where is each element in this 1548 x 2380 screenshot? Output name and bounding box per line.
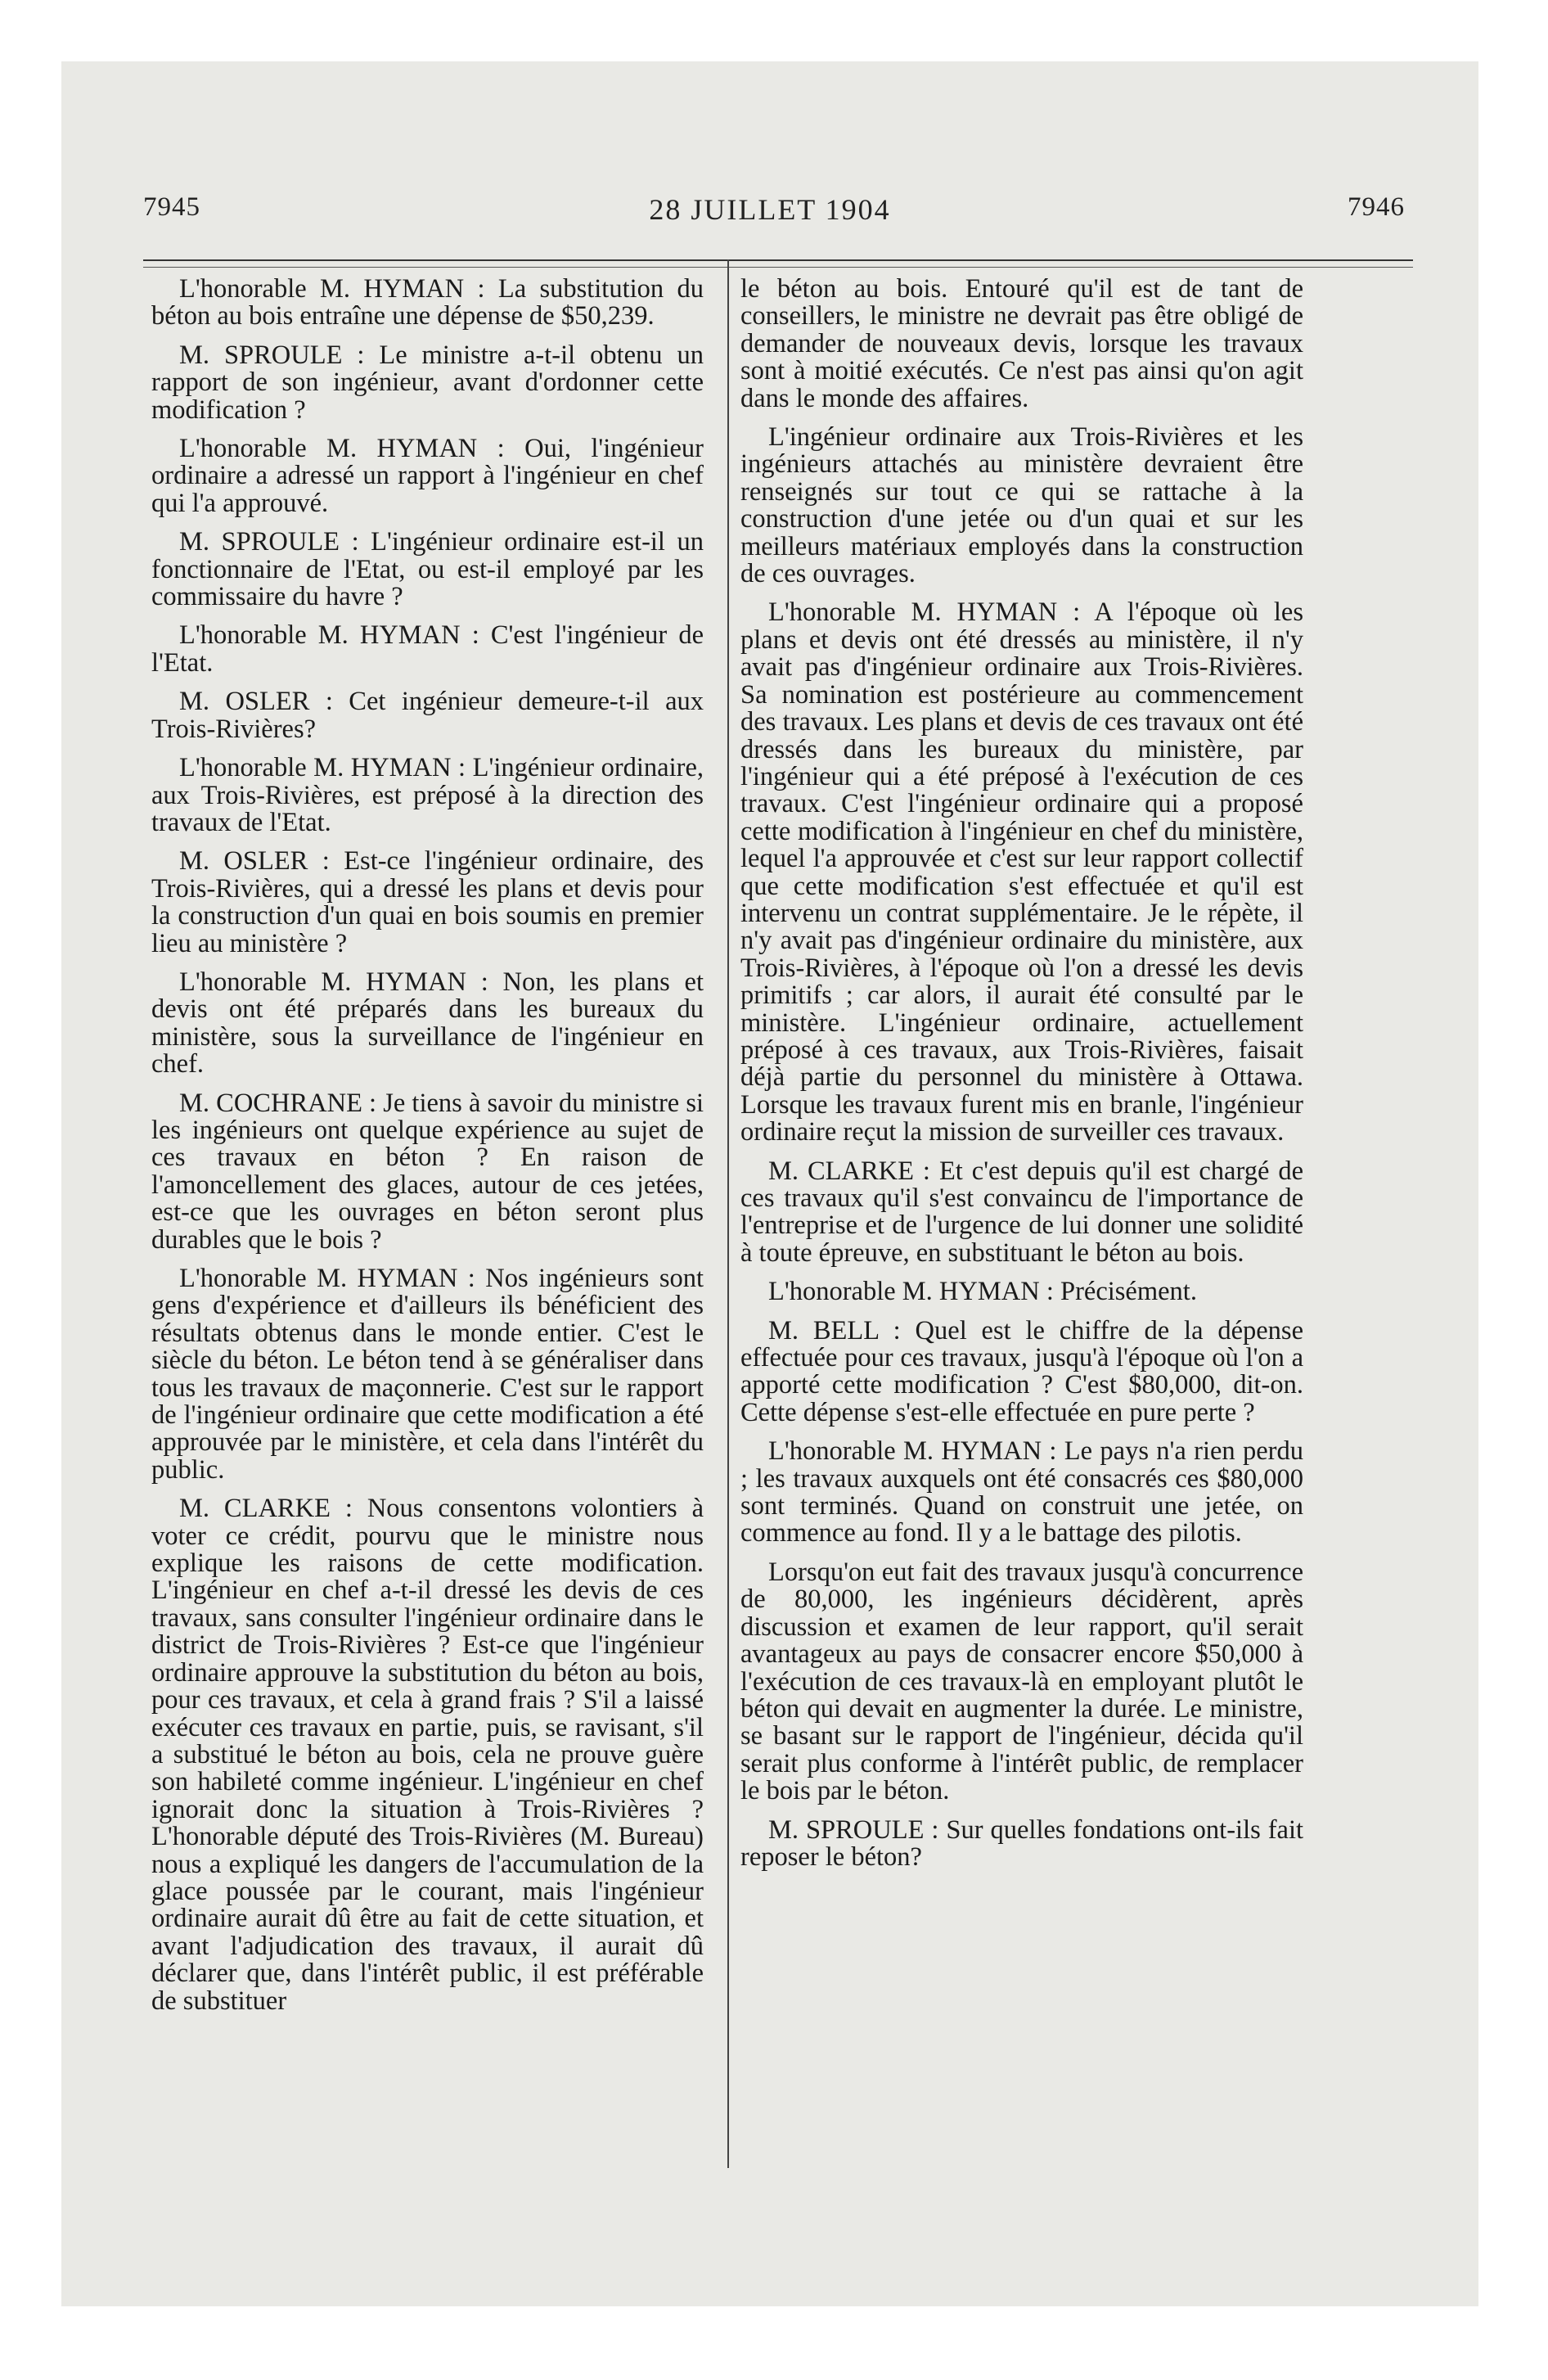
- speaker: L'honorable M. HYMAN :: [768, 597, 1081, 628]
- right-column: [740, 276, 1303, 1882]
- paragraph-text: La substitution du béton au bois entraîne une dépense de $50,239.: [151, 274, 704, 331]
- paragraph-text: Je tiens à savoir du ministre si les ingénieurs ont quelque expérience au sujet de ces travaux en béton ? En raison de l'amoncellement des glaces, autour de ces jetées, est-ce que les ouvrages en béton seront plus durables que le bois ?: [151, 1088, 704, 1255]
- paragraph-text: Nous consentons volontiers à voter ce crédit, pourvu que le ministre nous explique les raisons de cette modification. L'ingénieur en chef a-t-il dressé les devis de ces travaux, sans consulter l'ingénieur ordinaire dans le district de Trois-Rivières ? Est-ce que l'ingénieur ordinaire approuve la substitution du béton au bois, pour ces travaux, et cela à grand frais ? S'il a laissé exécuter ces travaux en partie, puis, se ravisant, s'il a substitué le béton au bois, cela ne prouve guère son habileté comme ingénieur. L'ingénieur en chef ignorait donc la situation à Trois-Rivières ? L'honorable député des Trois-Rivières (M. Bureau) nous a expliqué les dangers de l'accumulation de la glace poussée par le courant, mais l'ingénieur ordinaire aurait dû être au fait de cette situation, et avant l'adjudication des travaux, il aurait dû déclarer que, dans l'intérêt public, il est préférable de substituer: [151, 1494, 704, 2016]
- paragraph-text: le béton au bois. Entouré qu'il est de tant de conseillers, le ministre ne devrait pas être obligé de demander de nouveaux devis, lorsque les travaux sont à moitié exécutés. Ce n'est pas ainsi qu'on agit dans le monde des affaires.: [740, 274, 1303, 413]
- speaker: M. SPROULE :: [768, 1814, 939, 1845]
- speaker: M. OSLER :: [179, 846, 330, 877]
- paragraph: [151, 1265, 704, 1484]
- paragraph-text: Le ministre a-t-il obtenu un rapport de son ingénieur, avant d'ordonner cette modification ?: [151, 340, 704, 425]
- paragraph: [740, 1438, 1303, 1548]
- paragraph: [740, 1559, 1303, 1805]
- paragraph: [151, 622, 704, 677]
- paragraph-text: Cet ingénieur demeure-t-il aux Trois-Rivières?: [151, 687, 704, 744]
- speaker: L'honorable M. HYMAN :: [768, 1436, 1057, 1467]
- paragraph: [740, 1278, 1303, 1305]
- speaker: M. CLARKE :: [179, 1494, 353, 1524]
- paragraph-text: Nos ingénieurs sont gens d'expérience et d'ailleurs ils bénéficient des résultats obtenus dans le monde entier. C'est le siècle du béton. Le béton tend à se généraliser dans tous les travaux de maçonnerie. C'est sur le rapport de l'ingénieur ordinaire que cette modification a été approuvée par le ministère, et cela dans l'intérêt du public.: [151, 1264, 704, 1485]
- speaker: L'honorable M. HYMAN :: [179, 434, 505, 464]
- paragraph: [151, 435, 704, 517]
- paragraph: [740, 1315, 1303, 1427]
- speaker: L'honorable M. HYMAN :: [179, 620, 479, 651]
- speaker: L'honorable M. HYMAN :: [179, 967, 488, 997]
- speaker: M. SPROULE :: [179, 340, 365, 370]
- paragraph: [151, 688, 704, 743]
- paragraph-text: L'ingénieur ordinaire est-il un fonctionnaire de l'Etat, ou est-il employé par les commissaire du havre ?: [151, 527, 704, 612]
- paragraph-text: L'ingénieur ordinaire aux Trois-Rivières et les ingénieurs attachés au ministère devraient être renseignés sur tout ce qui se rattache à la construction d'une jetée ou d'un quai et sur les meilleurs matériaux employés dans la construction de ces ouvrages.: [740, 422, 1303, 589]
- paragraph-text: Précisément.: [1060, 1277, 1197, 1307]
- speaker: M. CLARKE :: [768, 1156, 930, 1186]
- paragraph-text: L'ingénieur ordinaire, aux Trois-Rivières, est préposé à la direction des travaux de l'Etat.: [151, 753, 704, 837]
- speaker: L'honorable M. HYMAN :: [179, 753, 466, 783]
- left-column: [151, 276, 704, 2026]
- page-number-left: 7945: [143, 192, 200, 222]
- header-rule-thin: [143, 267, 1413, 268]
- speaker: L'honorable M. HYMAN :: [179, 1264, 475, 1293]
- page-header: [61, 192, 1478, 241]
- speaker: M. COCHRANE :: [179, 1088, 377, 1118]
- paragraph: [740, 1158, 1303, 1268]
- paragraph-text: Et c'est depuis qu'il est chargé de ces travaux qu'il s'est convaincu de l'importance de l'entreprise et de l'urgence de lui donner une solidité à toute épreuve, en substituant le béton au bois.: [740, 1156, 1303, 1268]
- paragraph: [151, 342, 704, 424]
- paragraph-text: A l'époque où les plans et devis ont été dressés au ministère, il n'y avait pas d'ingénieur ordinaire aux Trois-Rivières. Sa nomination est postérieure au commencement des travaux. Les plans et devis de ces travaux ont été dressés dans les bureaux du ministère, par l'ingénieur qui a été préposé à l'exécution de ces travaux. C'est l'ingénieur ordinaire qui a proposé cette modification à l'ingénieur en chef du ministère, lequel l'a approuvée et c'est sur leur rapport collectif que cette modification s'est effectuée et qu'il est intervenu un contrat supplémentaire. Je le répète, il n'y avait pas d'ingénieur ordinaire du ministère, aux Trois-Rivières, à l'époque où l'on a dressé les devis primitifs ; car alors, il aurait été consulté par le ministère. L'ingénieur ordinaire, actuellement préposé à ces travaux, aux Trois-Rivières, faisait déjà partie du personnel du ministère à Ottawa. Lorsque les travaux furent mis en branle, l'ingénieur ordinaire reçut la mission de surveiller ces travaux.: [740, 597, 1303, 1147]
- speaker: M. SPROULE :: [179, 527, 359, 557]
- paragraph: [740, 276, 1303, 412]
- paragraph-text: Le pays n'a rien perdu ; les travaux auxquels ont été consacrés ces $80,000 sont terminés. Quand on construit une jetée, on commence au fond. Il y a le battage des pilotis.: [740, 1436, 1303, 1548]
- paragraph: [151, 1090, 704, 1254]
- paragraph-text: Sur quelles fondations ont-ils fait reposer le béton?: [740, 1814, 1304, 1872]
- paragraph-text: Quel est le chiffre de la dépense effectuée pour ces travaux, jusqu'à l'époque où l'on a apporté cette modification ? C'est $80,000, dit-on. Cette dépense s'est-elle effectuée en pure perte ?: [740, 1315, 1303, 1427]
- paragraph: [151, 755, 704, 836]
- column-divider: [727, 259, 729, 2168]
- paragraph: [151, 848, 704, 958]
- paragraph: [740, 1814, 1304, 1872]
- paragraph: [151, 529, 704, 611]
- paragraph: [151, 276, 704, 331]
- speaker: L'honorable M. HYMAN :: [768, 1277, 1054, 1307]
- paragraph-text: C'est l'ingénieur de l'Etat.: [151, 620, 704, 678]
- header-rule: [143, 259, 1413, 261]
- page-date: 28 JUILLET 1904: [649, 193, 891, 226]
- page: [61, 61, 1478, 2306]
- paragraph-text: Non, les plans et devis ont été préparés dans les bureaux du ministère, sous la surveillance de l'ingénieur en chef.: [151, 967, 704, 1080]
- paragraph: [740, 424, 1303, 588]
- page-number-right: 7946: [1348, 192, 1405, 222]
- speaker: M. BELL :: [768, 1315, 901, 1346]
- paragraph-text: Lorsqu'on eut fait des travaux jusqu'à concurrence de 80,000, les ingénieurs décidèrent, après discussion et examen de leur rapport, qu'il serait avantageux au pays de consacrer encore $50,000 à l'exécution de ces travaux-là en employant plutôt le béton qui devait en augmenter la durée. Le ministre, se basant sur le rapport de l'ingénieur, décida qu'il serait plus conforme à l'intérêt public, de remplacer le bois par le béton.: [740, 1557, 1303, 1806]
- paragraph: [151, 1495, 704, 2015]
- speaker: L'honorable M. HYMAN :: [179, 274, 485, 304]
- paragraph: [740, 599, 1303, 1146]
- paragraph-text: Oui, l'ingénieur ordinaire a adressé un rapport à l'ingénieur en chef qui l'a approuvé.: [151, 434, 704, 518]
- paragraph-text: Est-ce l'ingénieur ordinaire, des Trois-Rivières, qui a dressé les plans et devis pour la construction d'un quai en bois soumis en premier lieu au ministère ?: [151, 846, 704, 958]
- paragraph: [151, 969, 704, 1079]
- speaker: M. OSLER :: [179, 687, 333, 717]
